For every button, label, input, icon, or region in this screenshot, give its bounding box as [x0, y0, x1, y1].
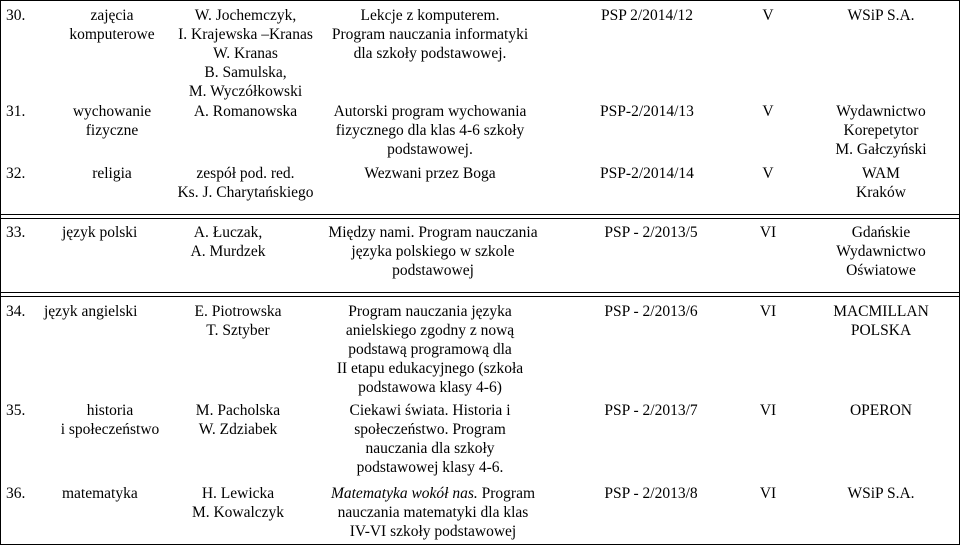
row-number: 30. [6, 7, 26, 24]
publisher-cell: WSiP S.A. [847, 485, 915, 502]
column-divider [0, 0, 1, 545]
code-cell: PSP - 2/2013/6 [604, 303, 698, 320]
subject-cell: wychowanie fizyczne [72, 103, 152, 139]
row-number: 32. [6, 165, 26, 182]
publisher-cell: Gdańskie Wydawnictwo Oświatowe [836, 224, 926, 279]
subject-cell: matematyka [62, 485, 138, 502]
publisher-cell: WSiP S.A. [847, 7, 915, 24]
row-number: 33. [6, 224, 26, 241]
program-cell: Wezwani przez Boga [364, 165, 496, 182]
program-cell: Ciekawi świata. Historia i społeczeństwo. Program nauczania dla szkoły podstawowej klasy 4-6. [349, 402, 511, 476]
row-divider [0, 296, 960, 297]
code-cell: PSP - 2/2013/5 [604, 224, 698, 241]
subject-cell: historia i społeczeństwo [60, 402, 160, 438]
grade-cell: VI [759, 303, 777, 320]
program-cell: Lekcje z komputerem. Program nauczania informatyki dla szkoły podstawowej. [331, 7, 529, 62]
code-cell: PSP - 2/2013/7 [604, 402, 698, 419]
authors-cell: W. Jochemczyk, I. Krajewska –Kranas W. Kranas B. Samulska, M. Wyczółkowski [178, 7, 313, 100]
grade-cell: VI [759, 485, 777, 502]
row-number: 35. [6, 402, 26, 419]
subject-cell: zajęcia komputerowe [69, 7, 155, 43]
authors-cell: H. Lewicka M. Kowalczyk [191, 485, 285, 521]
code-cell: PSP 2/2014/12 [600, 7, 694, 24]
grade-cell: V [762, 7, 774, 24]
row-number: 36. [6, 485, 26, 502]
program-cell: Między nami. Program nauczania języka polskiego w szkole podstawowej [328, 224, 538, 279]
publisher-cell: Wydawnictwo Korepetytor M. Gałczyński [835, 103, 927, 158]
grade-cell: VI [759, 224, 777, 241]
program-cell: Autorski program wychowania fizycznego dla klas 4-6 szkoły podstawowej. [333, 103, 527, 158]
grade-cell: V [762, 165, 774, 182]
publisher-cell: MACMILLAN POLSKA [833, 303, 929, 339]
program-title: Matematyka wokół nas. [330, 485, 478, 502]
subject-cell: religia [92, 165, 132, 182]
code-cell: PSP-2/2014/13 [600, 103, 694, 120]
authors-cell: A. Romanowska [193, 103, 298, 120]
subject-cell: język angielski [44, 303, 138, 320]
program-description: Program nauczania matematyki dla klas IV-VI szkoły podstawowej [337, 485, 536, 540]
row-divider [0, 292, 960, 293]
program-cell [312, 484, 554, 541]
authors-cell: zespół pod. red. Ks. J. Charytańskiego [177, 165, 314, 201]
table-border-top [0, 0, 960, 1]
row-divider [0, 214, 960, 215]
publisher-cell: OPERON [849, 402, 912, 419]
grade-cell: V [762, 103, 774, 120]
authors-cell: E. Piotrowska T. Sztyber [194, 303, 282, 339]
table-border-bottom [0, 544, 960, 545]
program-cell: Program nauczania języka anielskiego zgodny z nową podstawą programową dla II etapu edukacyjnego (szkoła podstawowa klasy 4-6) [336, 303, 524, 396]
row-number: 34. [6, 303, 26, 320]
row-number: 31. [6, 103, 26, 120]
code-cell: PSP-2/2014/14 [600, 165, 694, 182]
authors-cell: A. Łuczak, A. Murdzek [190, 224, 266, 260]
row-divider [0, 218, 960, 219]
publisher-cell: WAM Kraków [856, 165, 906, 201]
subject-cell: język polski [62, 224, 138, 241]
code-cell: PSP - 2/2013/8 [604, 485, 698, 502]
authors-cell: M. Pacholska W. Zdziabek [195, 402, 281, 438]
grade-cell: VI [759, 402, 777, 419]
